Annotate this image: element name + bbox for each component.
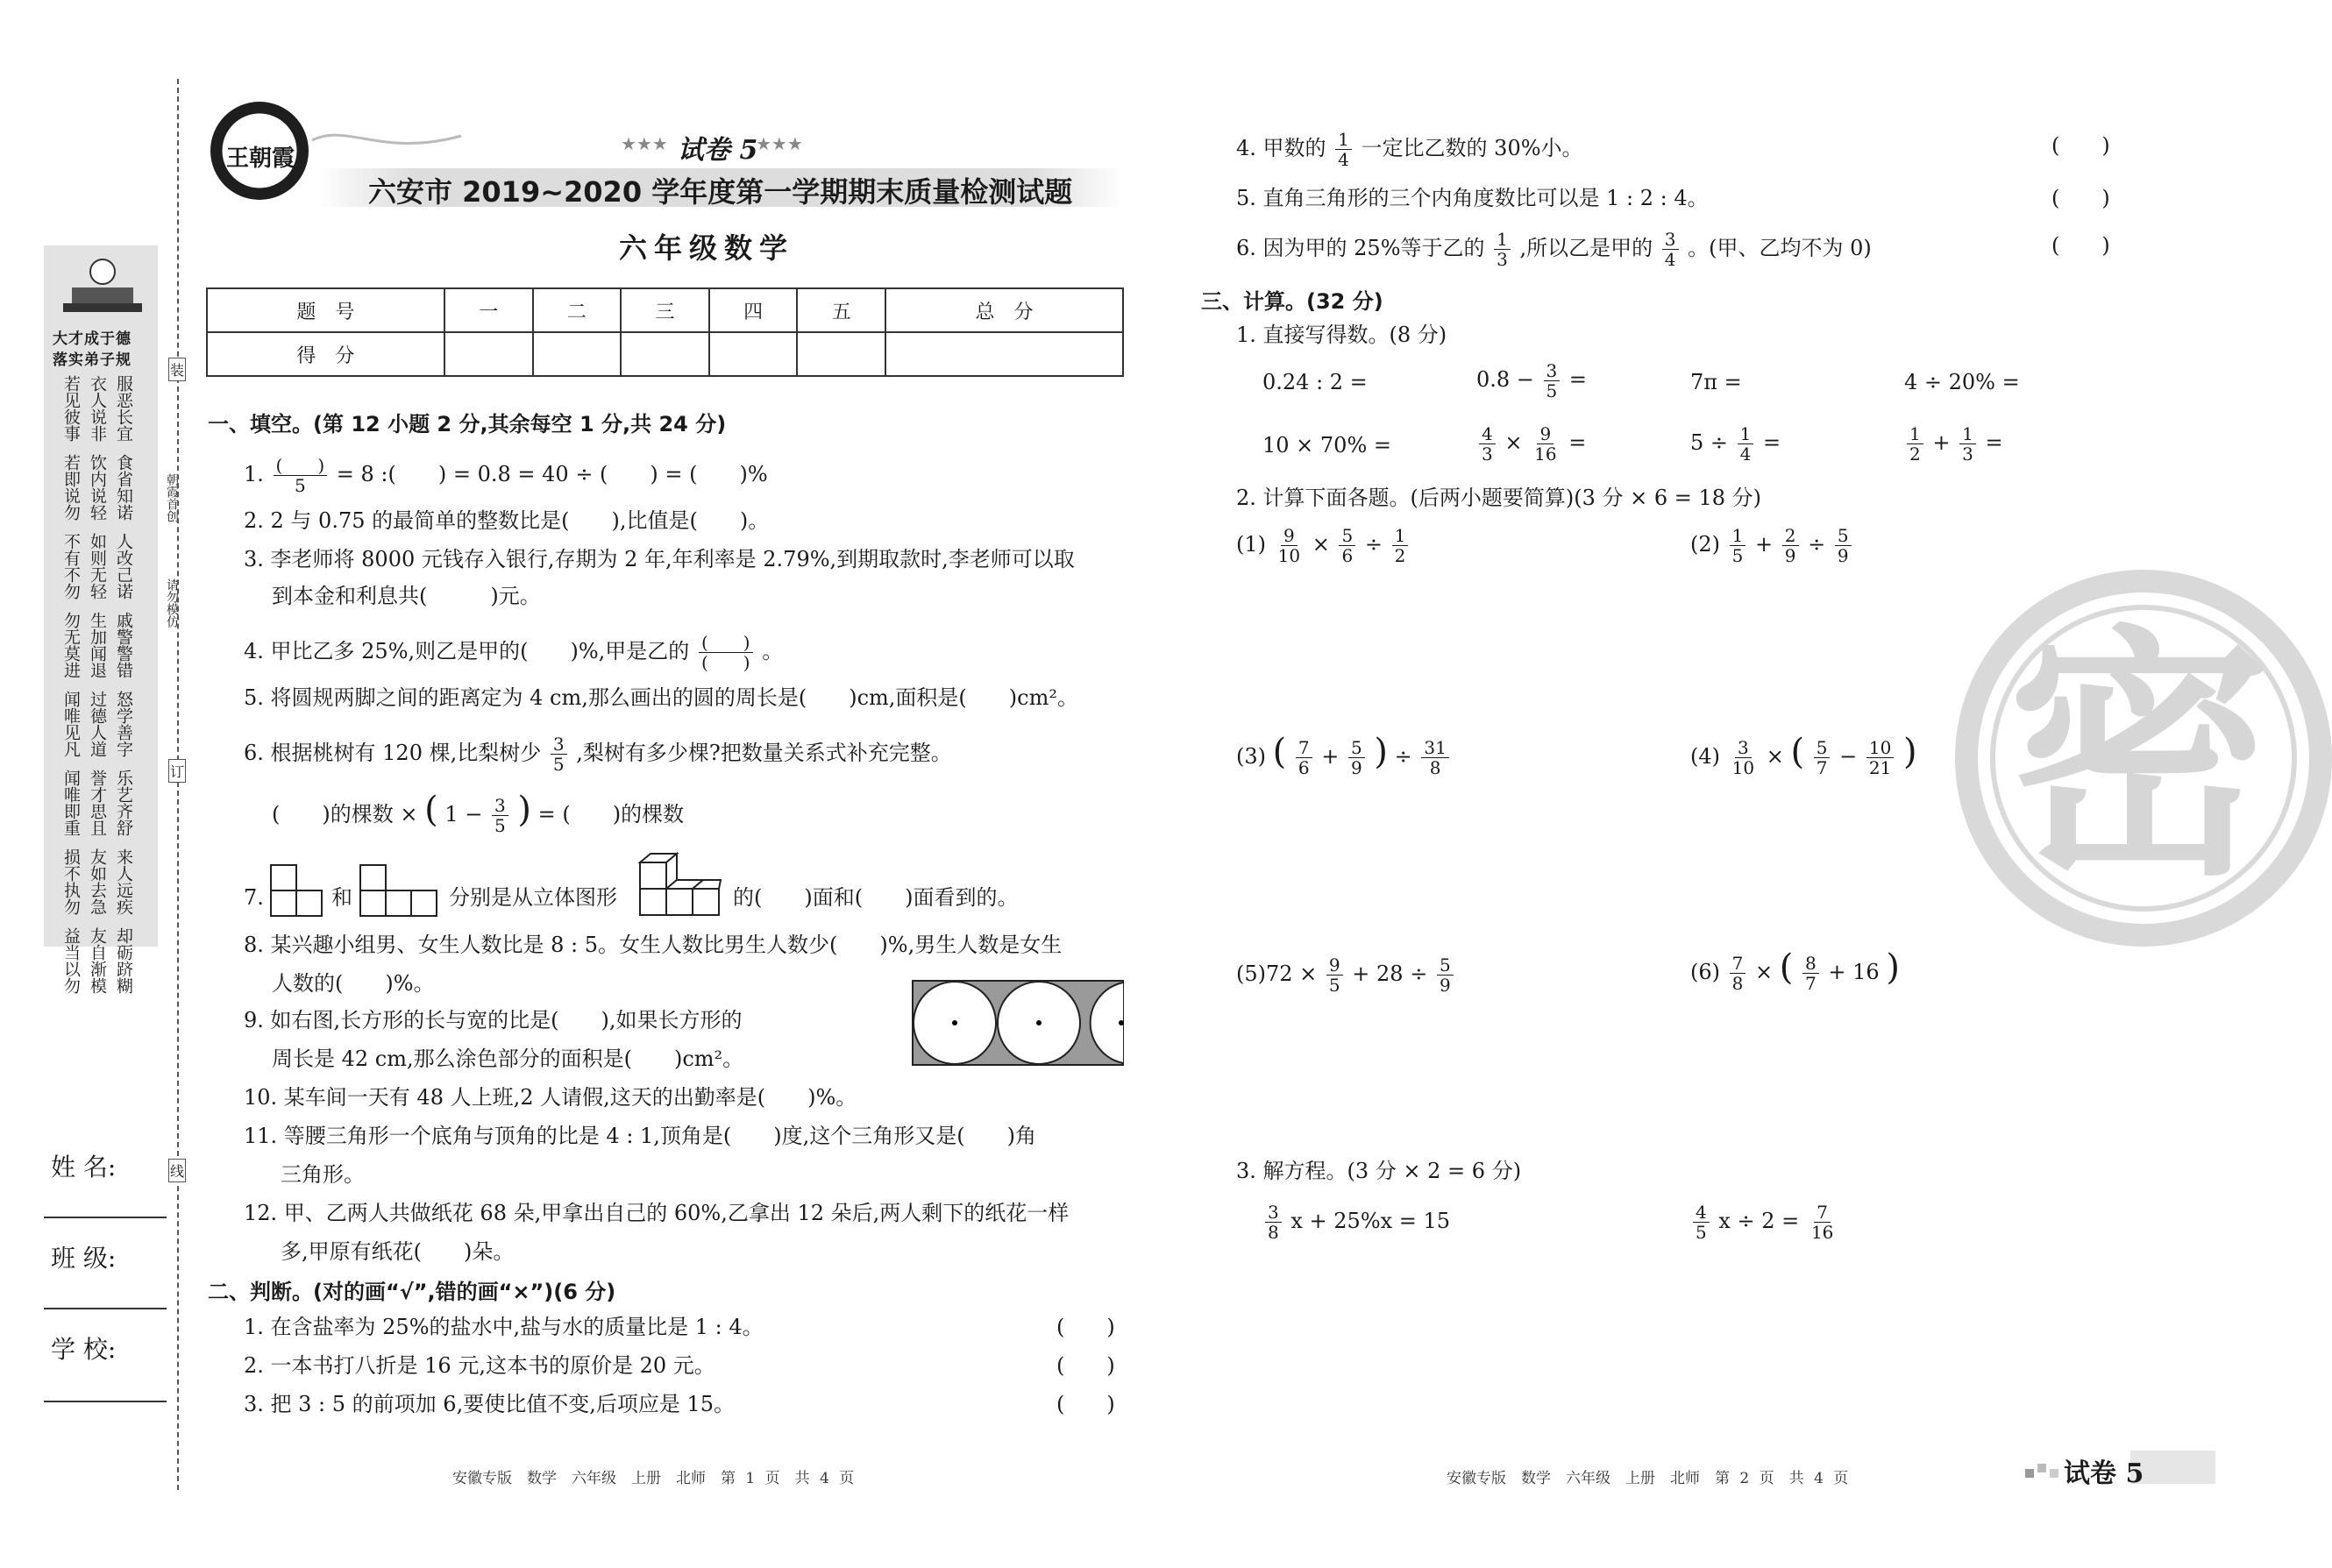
calc-1 [1236,526,1411,565]
footer-right: 安徽专版 数学 六年级 上册 北师 第 2 页 共 4 页 [1447,1470,1849,1487]
q-text: 0.8 − [1476,367,1534,392]
motto-column: 怒学善字 [114,691,133,757]
judge-item-1: 1. 在含盐率为 25%的盐水中,盐与水的质量比是 1 : 4。 [244,1315,764,1339]
fraction: $\frac{( )}{5}$ [274,456,328,495]
fraction: $\frac{1}{5}$ [1730,526,1746,565]
fraction: $\frac{8}{7}$ [1802,954,1819,993]
fraction: $\frac{9}{5}$ [1326,955,1343,995]
judge-item-2: 2. 一本书打八折是 16 元,这本书的原价是 20 元。 [244,1353,715,1378]
op: ÷ [1808,532,1826,557]
q-text: 一定比乙数的 30%小。 [1361,136,1583,160]
motto-column: 闻唯见凡 [61,691,81,757]
motto-group [58,375,154,442]
class-field[interactable] [44,1308,167,1309]
fraction: $\frac{5}{9}$ [1437,955,1454,995]
q-number: (3) [1236,744,1266,769]
paren: ) [1886,947,1900,988]
op: ÷ [1394,744,1412,769]
side-label-1: 朝霞首创 [165,473,179,522]
motto-column: 誉才思且 [88,770,107,836]
calc-sub2: 2. 计算下面各题。(后两小题要简算)(3 分 × 6 = 18 分) [1236,486,1762,510]
score-cell[interactable] [885,332,1123,376]
q1-8b: 人数的( )%。 [272,971,435,996]
op: ÷ [1364,532,1383,557]
motto-column: 却砺跻糊 [114,927,133,994]
corner-squares [2025,1458,2062,1483]
score-cell[interactable] [533,332,622,376]
footer-left: 安徽专版 数学 六年级 上册 北师 第 1 页 共 4 页 [452,1470,855,1487]
class-label: 班 级: [51,1244,117,1273]
view-shape-2 [359,864,438,920]
motto-column: 友如去急 [88,848,107,915]
motto-column: 衣人说非 [88,375,107,442]
q1-10: 10. 某车间一天有 48 人上班,2 人请假,这天的出勤率是( )%。 [244,1085,857,1110]
section1-heading: 一、填空。(第 12 小题 2 分,其余每空 1 分,共 24 分) [208,412,727,436]
q-text: = [1568,367,1588,392]
binding-line [177,79,179,1490]
motto-column: 闻唯即重 [61,770,81,836]
q1-12b: 多,甲原有纸花( )朵。 [281,1239,515,1264]
q1-11a: 11. 等腰三角形一个底角与顶角的比是 4 : 1,顶角是( )度,这个三角形又是( )角 [244,1124,1037,1148]
op: − [1839,744,1858,769]
fraction: $\frac{5}{9}$ [1835,526,1852,565]
q1-6c [272,790,685,836]
judge-item-5: 5. 直角三角形的三个内角度数比可以是 1 : 2 : 4。 [1236,186,1709,210]
motto-group [58,927,154,994]
motto-column: 乐艺齐舒 [114,770,133,836]
fraction: $\frac{7}{8}$ [1730,954,1746,993]
fraction: $\frac{1}{3}$ [1959,424,1976,464]
fraction: $\frac{( )}{( )}$ [699,633,753,672]
section2-heading: 二、判断。(对的画“√”,错的画“×”)(6 分) [208,1280,616,1304]
line-mark-1: 装 [168,358,186,381]
q-text: 4. 甲数的 [1236,136,1326,160]
paren: ) [1902,732,1917,772]
fraction: $\frac{5}{6}$ [1339,526,1355,565]
school-field[interactable] [44,1401,167,1402]
direct-8 [1904,424,2003,464]
motto-column: 食省知诺 [114,454,133,521]
judge-bracket[interactable]: ( ) [1056,1392,1115,1416]
line-mark-3: 线 [168,1159,186,1182]
score-header-cell: 题 号 [207,288,444,332]
sidebar-portrait [54,252,151,323]
motto-column: 若即说勿 [61,454,81,521]
exam-tag: 试卷 5 [678,135,758,166]
direct-4: 4 ÷ 20% = [1904,370,2020,394]
q-text: 6. 因为甲的 25%等于乙的 [1236,236,1485,260]
stars-left: ★★★ [621,133,668,154]
sidebar-motto-grid [58,375,154,1006]
motto-column: 生加闻退 [88,612,107,678]
q-text: + 28 ÷ [1352,961,1428,986]
op: = [1763,430,1781,455]
fraction: $\frac{9}{16}$ [1534,423,1557,465]
q-text: 1 − [444,802,483,827]
judge-item-3: 3. 把 3 : 5 的前项加 6,要使比值不变,后项应是 15。 [244,1392,735,1416]
motto-column: 服恶长宜 [114,375,133,442]
q1-3b: 到本金和利息共( )元。 [272,584,541,608]
direct-1: 0.24 : 2 = [1262,370,1368,394]
q-number: 1. [244,462,264,486]
fraction: $\frac{10}{21}$ [1866,738,1894,777]
score-cell[interactable] [709,332,798,376]
sidebar-motto-top: 大才成于德 [53,330,132,348]
direct-7 [1690,424,1781,464]
fraction: $\frac{31}{8}$ [1421,738,1448,777]
motto-column: 来人远疾 [114,848,133,915]
q-text: 。 [762,639,784,663]
fraction: $\frac{3}{5}$ [492,796,508,835]
motto-column: 友自渐模 [88,927,107,994]
paren: ( [424,790,438,830]
score-header-cell: 总 分 [885,288,1123,332]
fraction: $\frac{3}{4}$ [1662,230,1679,269]
fraction: $\frac{7}{6}$ [1296,738,1312,777]
fraction: $\frac{3}{5}$ [551,734,567,774]
motto-column: 饮内说轻 [88,454,107,521]
equation-1 [1262,1203,1450,1242]
q1-7-number: 7. [244,885,264,910]
judge-item-4 [1236,130,1583,169]
equation-2 [1690,1203,1838,1242]
stars-right: ★★★ [756,133,803,154]
paren: ( [1779,947,1794,988]
fraction: $\frac{4}{3}$ [1479,424,1496,464]
direct-3: 7π = [1690,370,1742,394]
view-shape-1 [270,864,323,920]
score-row-label: 得 分 [207,332,444,376]
q1-12a: 12. 甲、乙两人共做纸花 68 朵,甲拿出自己的 60%,乙拿出 12 朵后,两人剩下的纸花一样 [244,1201,1070,1225]
motto-group [58,612,154,678]
q-text: 。(甲、乙均不为 0) [1688,236,1872,260]
score-table [206,287,1124,377]
motto-column: 过德人道 [88,691,107,757]
q-number: (2) [1690,532,1720,557]
score-header-cell: 四 [709,288,798,332]
score-cell[interactable] [797,332,885,376]
q1-9a: 9. 如右图,长方形的长与宽的比是( ),如果长方形的 [244,1008,743,1032]
calc-2 [1690,526,1854,565]
motto-group [58,848,154,915]
name-label: 姓 名: [51,1153,117,1181]
q-text: 4. 甲比乙多 25%,则乙是甲的( )%,甲是乙的 [244,639,690,663]
fraction: $\frac{9}{10}$ [1277,525,1301,566]
fraction: $\frac{3}{10}$ [1731,737,1755,778]
q-number: (6) [1690,960,1720,984]
fraction: $\frac{1}{2}$ [1907,424,1923,464]
judge-bracket[interactable]: ( ) [2051,133,2110,158]
q-text: = 8 :( ) = 0.8 = 40 ÷ ( ) = ( )% [336,462,768,486]
score-header-cell: 二 [533,288,622,332]
calc-3 [1236,732,1452,778]
calc-4 [1690,732,1917,778]
paren: ( [1790,732,1805,772]
fraction: $\frac{1}{4}$ [1335,130,1352,169]
circles-rectangle-figure [912,980,1126,1069]
q-text: 5 ÷ [1690,430,1729,455]
q-text: = ( )的棵数 [537,802,685,827]
q-text: ,梨树有多少棵?把数量关系式补充完整。 [576,741,952,765]
line-mark-2: 订 [168,759,186,783]
op: × [1504,430,1523,455]
solid-figure [638,850,722,924]
q-number: (1) [1236,532,1266,557]
exam-subtitle: 六年级数学 [619,231,795,265]
fraction: $\frac{1}{4}$ [1738,424,1754,464]
calc-sub1: 1. 直接写得数。(8 分) [1236,323,1447,347]
judge-bracket[interactable]: ( ) [2051,186,2110,210]
side-label-2: 请勿模仿 [165,578,179,628]
corner-exam-tag: 试卷 5 [2064,1458,2144,1489]
q1-2: 2. 2 与 0.75 的最简单的整数比是( ),比值是( )。 [244,508,770,533]
q1-1 [244,456,768,495]
sidebar-motto-bottom: 落实弟子规 [53,351,132,369]
score-header-cell: 五 [797,288,885,332]
motto-column: 不有不勿 [61,533,81,600]
op: × [1312,532,1330,557]
fraction: $\frac{3}{5}$ [1544,361,1561,401]
ribbon-decoration [312,123,461,161]
score-cell[interactable] [621,332,709,376]
q-text: ( )的棵数 × [272,802,425,827]
q1-5: 5. 将圆规两脚之间的距离定为 4 cm,那么画出的圆的周长是( )cm,面积是( )cm²。 [244,685,1078,710]
q-text: x ÷ 2 = [1718,1209,1800,1233]
q-text: 6. 根据桃树有 120 棵,比梨树少 [244,741,542,765]
paren: ) [1374,732,1388,772]
judge-bracket[interactable]: ( ) [1056,1315,1115,1339]
fraction: $\frac{2}{9}$ [1782,526,1799,565]
direct-5: 10 × 70% = [1262,433,1391,458]
motto-column: 戚警警错 [114,612,133,678]
op: = [1985,430,2003,455]
q1-6a [244,734,952,774]
q-text: ,所以乙是甲的 [1519,236,1653,260]
fraction: $\frac{1}{2}$ [1392,526,1409,565]
motto-group [58,533,154,600]
motto-group [58,691,154,757]
motto-column: 勿无莫进 [61,612,81,678]
fraction: $\frac{1}{3}$ [1494,230,1511,269]
section3-heading: 三、计算。(32 分) [1201,289,1383,314]
school-label: 学 校: [51,1335,117,1364]
op: × [1766,744,1784,769]
judge-bracket[interactable]: ( ) [2051,233,2110,258]
score-cell[interactable] [444,332,533,376]
fraction: $\frac{7}{16}$ [1810,1202,1834,1243]
q-text: x + 25%x = 15 [1290,1209,1451,1233]
motto-column: 如则无轻 [88,533,107,600]
op: + [1755,532,1774,557]
logo-text: 王朝霞 [225,145,295,172]
q1-7-end: 的( )面和( )面看到的。 [733,885,1019,910]
motto-group [58,770,154,836]
q1-3a: 3. 李老师将 8000 元钱存入银行,存期为 2 年,年利率是 2.79%,到期取款时,李老师可以取 [244,547,1075,571]
fraction: $\frac{4}{5}$ [1693,1203,1710,1242]
op: + [1932,430,1951,455]
q1-7-and: 和 [331,885,352,910]
q1-7-mid: 分别是从立体图形 [449,885,617,910]
q-text: + 16 [1828,960,1880,984]
op: × [1755,960,1774,984]
fraction: $\frac{5}{7}$ [1814,738,1831,777]
fraction: $\frac{3}{8}$ [1265,1203,1282,1242]
fraction: $\frac{5}{9}$ [1348,738,1365,777]
motto-group [58,454,154,521]
q1-11b: 三角形。 [281,1162,365,1187]
q1-4 [244,633,783,672]
direct-6 [1476,424,1586,464]
calc-sub3: 3. 解方程。(3 分 × 2 = 6 分) [1236,1159,1522,1183]
direct-2 [1476,361,1587,401]
paren: ( [1272,732,1287,772]
motto-column: 损不执勿 [61,848,81,915]
motto-column: 益当以勿 [61,927,81,994]
q-number: (4) [1690,744,1720,769]
motto-column: 人改己诺 [114,533,133,600]
calc-6 [1690,947,1900,994]
judge-item-6 [1236,230,1872,269]
q1-9b: 周长是 42 cm,那么涂色部分的面积是( )cm²。 [272,1047,744,1071]
score-header-cell: 一 [444,288,533,332]
score-header-cell: 三 [621,288,709,332]
op: = [1568,430,1587,455]
judge-bracket[interactable]: ( ) [1056,1353,1115,1378]
motto-column: 若见彼事 [61,375,81,442]
q1-8a: 8. 某兴趣小组男、女生人数比是 8 : 5。女生人数比男生人数少( )%,男生人数是女生 [244,933,1063,957]
exam-title: 六安市 2019~2020 学年度第一学期期末质量检测试题 [368,175,1073,209]
q-number: (5)72 × [1236,961,1318,986]
secret-seal-char: 密 [2008,605,2271,911]
op: + [1321,744,1340,769]
calc-5 [1236,955,1456,995]
paren: ) [517,790,531,830]
name-field[interactable] [44,1217,167,1218]
